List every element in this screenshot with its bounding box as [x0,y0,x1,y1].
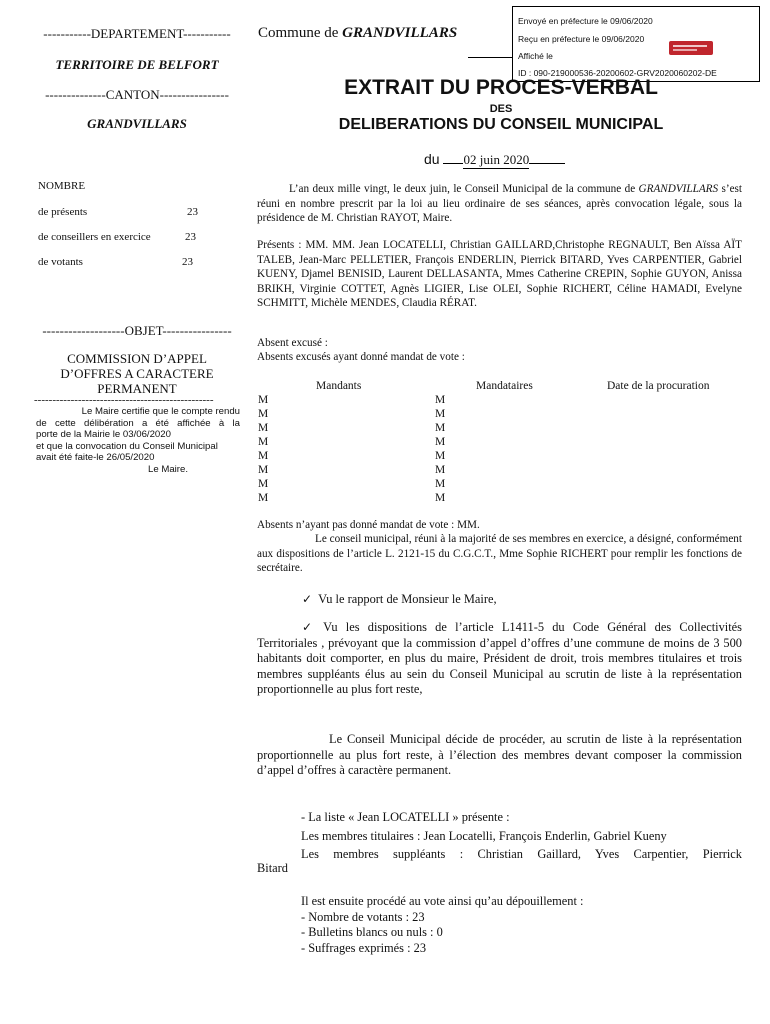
stamp-recu: Reçu en préfecture le 09/06/2020 [518,34,645,44]
mandant-row: M [258,436,269,448]
absents-sans-mandat: Absents n’ayant pas donné mandat de vote : MM. [257,519,480,531]
intro-commune: GRANDVILLARS [638,183,719,195]
stamp-id: ID : 090-219000536-20200602-GRV2020060202-DE [518,68,717,78]
mandant-row: M [258,492,269,504]
mandataire-row: M [435,408,446,420]
prefecture-stamp [512,6,760,82]
mandataire-row: M [435,436,446,448]
date-underline [443,163,463,164]
liste-suppleants-end: Bitard [257,861,288,875]
commune-name: GRANDVILLARS [342,25,458,41]
vu-dispositions-text: Vu les dispositions de l’article L1411-5 du Code Général des Collectivités Territoriales , prévoyant que la commission d’appel d’offres d’une commune de moins de 3 500 habitants doit comporter, en plus du maire, Président de droit, trois membres titulaires et trois membres suppléants élus au sein du Conseil Municipal au scrutin de liste à la représentation proportionnelle au plus fort reste, [257,620,742,697]
mandataires-list [435,393,445,505]
mandant-row: M [258,408,269,420]
certif-sign: Le Maire. [148,463,188,475]
check-icon: ✓ [302,592,313,606]
meeting-date [424,151,565,169]
mandataire-row: M [435,450,446,462]
document-subtitle: DELIBERATIONS DU CONSEIL MUNICIPAL [338,116,664,133]
vu-rapport-text: Vu le rapport de Monsieur le Maire, [318,592,497,606]
commune-heading: GRANDVILLARS [87,116,187,131]
objet-heading: -------------------OBJET---------------- [42,323,232,338]
certif-line: avait été faite-le 26/05/2020 [36,452,155,464]
objet-title [32,351,242,396]
departement-heading: -----------DEPARTEMENT----------- [43,26,231,41]
presents-paragraph: Présents : MM. MM. Jean LOCATELLI, Christian GAILLARD,Christophe REGNAULT, Ben Aïssa AÏT TALEB, Jean-Marc PELLETIER, François ENDERLIN, Pierrick BITARD, Yves CARPENTIER, Gabriel KUENY, Djamel BENISID, Laurent DELLASANTA, Mmes Catherine CREPIN, Sophie GUYON, Anissa BRIKH, Virginie COTTET, Agnès LIGIER, Lise OLEI, Sophie RICHERT, Céline HAMADI, Evelyne SCHMITT, Michèle MENDES, Claudia RÉRAT. [257,239,742,309]
intro-text: L’an deux mille vingt, le deux juin, le Conseil Municipal de la commune de [289,183,639,195]
certification-block [36,406,240,476]
absents-mandat: Absents excusés ayant donné mandat de vote : [257,351,465,363]
date-underline [529,163,565,164]
nombre-row-value: 23 [187,206,198,218]
vote-intro: Il est ensuite procédé au vote ainsi qu’au dépouillement : [301,894,584,908]
date-value: 02 juin 2020 [463,152,530,167]
prefecture-logo-icon [669,41,713,55]
document-title: EXTRAIT DU PROCES-VERBAL [344,76,658,99]
mandant-row: M [258,464,269,476]
nombre-row [38,256,193,268]
objet-title-line: COMMISSION D’APPEL [67,351,207,366]
absent-excuse: Absent excusé : [257,337,328,349]
mandant-row: M [258,450,269,462]
col-date-procuration: Date de la procuration [607,380,710,392]
nombre-row-value: 23 [182,256,193,268]
territoire-heading: TERRITOIRE DE BELFORT [55,57,219,72]
liste-block [257,810,742,863]
vu-dispositions [257,620,742,698]
secretaire-paragraph: Le conseil municipal, réuni à la majorité de ses membres en exercice, a désigné, conformément aux dispositions de l’article L. 2121-15 du C.G.C.T., Mme Sophie RICHERT pour remplir les fonctions de secrétaire. [257,533,742,574]
nombre-row-value: 23 [185,231,196,243]
liste-titulaires: Les membres titulaires : Jean Locatelli, François Enderlin, Gabriel Kueny [301,828,667,843]
objet-title-line: D’OFFRES A CARACTERE [60,366,214,381]
certif-line: de cette délibération a été affichée à la [36,417,240,429]
nombre-label: NOMBRE [38,180,86,192]
mandataire-row: M [435,478,446,490]
mandataire-row: M [435,394,446,406]
certif-line: Le Maire certifie que le compte rendu [81,406,240,417]
objet-title-line: PERMANENT [97,381,177,396]
certif-line: porte de la Mairie le 03/06/2020 [36,429,171,441]
intro-text-end: s’est réuni en nombre prescrit par la loi au lieu ordinaire de ses séances, après convocation légale, sous la présidence de M. Christian RAYOT, Maire. [257,183,742,224]
mandant-row: M [258,394,269,406]
nombre-row-label: de votants [38,256,83,268]
col-mandataires: Mandataires [476,380,533,392]
vu-rapport [257,592,742,608]
certif-line: et que la convocation du Conseil Municipal [36,440,218,452]
stamp-envoye: Envoyé en préfecture le 09/06/2020 [518,16,653,26]
mandants-list [258,393,268,505]
nombre-row-label: de conseillers en exercice [38,231,151,243]
date-prefix: du [424,151,444,167]
nombre-row-label: de présents [38,206,88,218]
intro-paragraph [257,182,742,226]
mandataire-row: M [435,464,446,476]
vote-votants: - Nombre de votants : 23 [301,909,425,924]
document-subtitle-des: DES [489,103,513,115]
mandataire-row: M [435,422,446,434]
vote-block [257,894,742,956]
vote-blancs: - Bulletins blancs ou nuls : 0 [301,925,443,940]
mandant-row: M [258,422,269,434]
liste-title: - La liste « Jean LOCATELLI » présente : [301,810,510,824]
nombre-row [38,206,198,218]
check-icon: ✓ [302,620,318,634]
nombre-row [38,231,196,243]
objet-separator: ------------------------------------------------- [34,394,214,406]
vote-suffrages: - Suffrages exprimés : 23 [301,940,427,955]
mandant-row: M [258,478,269,490]
liste-suppleants: Les membres suppléants : Christian Gaillard, Yves Carpentier, Pierrick [301,847,742,862]
header-rule [468,57,512,58]
col-mandants: Mandants [316,380,362,392]
mandataire-row: M [435,492,446,504]
stamp-affiche: Affiché le [518,51,553,61]
canton-heading: --------------CANTON---------------- [45,87,229,102]
commune-prefix: Commune de [258,25,343,41]
decision-paragraph: Le Conseil Municipal décide de procéder, au scrutin de liste à la représentation proportionnelle au plus fort reste, à l’élection des membres devant composer la commission d’appel d’offres à caractère permanent. [257,732,742,778]
commune-line [258,25,457,42]
